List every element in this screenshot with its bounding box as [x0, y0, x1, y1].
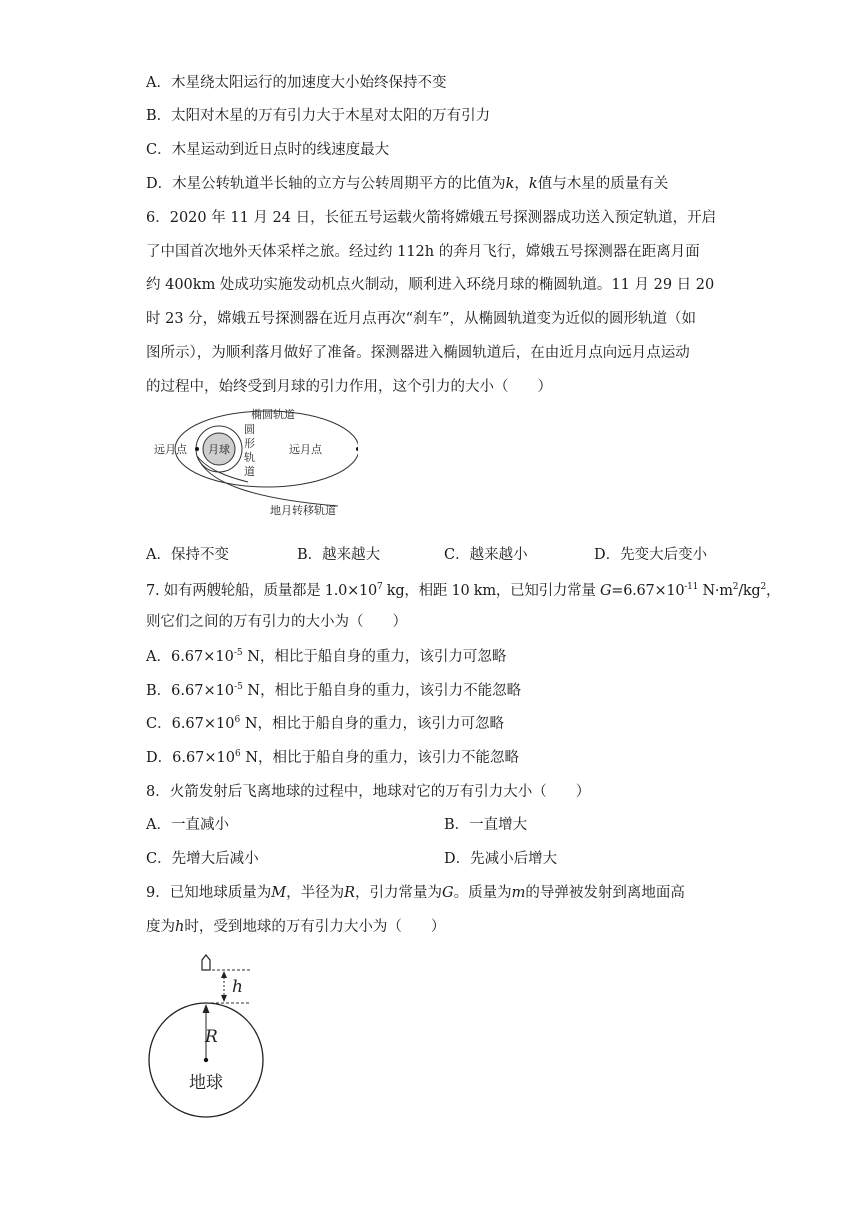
far-point-label: 远月点 — [289, 443, 322, 456]
earth-center — [204, 1058, 208, 1062]
near-point-dot — [195, 447, 199, 451]
q8-option-c[interactable]: C．先增大后减小 — [146, 851, 259, 867]
transfer-orbit-label: 地月转移轨道 — [270, 504, 336, 517]
h-arrow-down-head — [221, 995, 227, 1002]
q8-stem: 8．火箭发射后飞离地球的过程中，地球对它的万有引力大小（ ） — [146, 784, 591, 800]
exponent: 7 — [376, 582, 383, 592]
q5-option-c[interactable]: C．木星运动到近日点时的线速度最大 — [146, 142, 390, 158]
exponent: 6 — [235, 749, 241, 759]
q7-stem-line — [146, 581, 780, 601]
q8-option-b[interactable]: B．一直增大 — [444, 817, 528, 833]
q7-option-b[interactable] — [146, 681, 521, 701]
q7-stem-line: 则它们之间的万有引力的大小为（ ） — [146, 614, 407, 630]
q9-stem-line — [146, 917, 445, 937]
var-k: k — [505, 176, 515, 192]
q8-option-d[interactable]: D．先减小后增大 — [444, 851, 558, 867]
radius-arrow-head — [203, 1004, 210, 1013]
q9-text: 的导弹被发射到离地面高 — [525, 885, 685, 901]
var-m-mass: M — [271, 885, 287, 901]
far-point-dot — [356, 447, 358, 451]
q6-stem-line: 6．2020 年 11 月 24 日，长征五号运载火箭将嫦娥五号探测器成功送入预定轨道，开启 — [146, 210, 717, 226]
q7-text: 7. 如有两艘轮船，质量都是 1.0×10 — [146, 583, 377, 599]
q6-option-c[interactable]: C．越来越小 — [444, 547, 528, 563]
q6-stem-line: 了中国首次地外天体采样之旅。经过约 112h 的奔月飞行，嫦娥五号探测器在距离月面 — [146, 244, 700, 260]
circle-orbit-label-char: 形 — [244, 437, 255, 450]
q5-option-b[interactable]: B．太阳对木星的万有引力大于木星对太阳的万有引力 — [146, 108, 491, 124]
q9-text: ，半径为 — [286, 885, 345, 901]
q5-option-d[interactable] — [146, 174, 668, 194]
var-h: h — [175, 919, 185, 935]
near-point-label: 远月点 — [154, 443, 187, 456]
elliptical-orbit — [175, 411, 358, 487]
q9-text: 时，受到地球的万有引力大小为（ ） — [184, 919, 446, 935]
h-label: h — [232, 977, 243, 997]
option-text: A．6.67×10 — [146, 649, 234, 665]
q6-stem-line: 图所示），为顺利落月做好了准备。探测器进入椭圆轨道后，在由近月点向远月点运动 — [146, 345, 690, 361]
q6-option-b[interactable]: B．越来越大 — [297, 547, 381, 563]
exponent: -5 — [234, 682, 243, 692]
option-text: D．6.67×10 — [146, 750, 236, 766]
circle-orbit-label-char: 轨 — [244, 451, 255, 464]
circle-orbit-label-char: 圆 — [244, 423, 255, 436]
option-text: N，相比于船自身的重力，该引力可忽略 — [240, 716, 505, 732]
q9-text: 度为 — [146, 919, 175, 935]
q7-option-d[interactable] — [146, 748, 519, 768]
var-r: R — [344, 885, 356, 901]
var-g: G — [442, 885, 454, 901]
ellipse-orbit-label: 椭圆轨道 — [251, 408, 295, 421]
exponent: 2 — [732, 582, 739, 592]
q9-text: 9．已知地球质量为 — [146, 885, 272, 901]
earth-missile-diagram — [140, 950, 275, 1120]
q6-option-d[interactable]: D．先变大后变小 — [594, 547, 708, 563]
exponent: -11 — [684, 582, 699, 592]
q6-stem-line: 的过程中，始终受到月球的引力作用，这个引力的大小（ ） — [146, 379, 552, 395]
q7-text: ， — [765, 583, 781, 599]
exponent: 6 — [234, 715, 241, 725]
q9-text: 。质量为 — [453, 885, 512, 901]
q9-stem-line — [146, 883, 685, 903]
q7-text: kg，相距 10 km，已知引力常量 — [382, 583, 600, 599]
q5-option-d-sep: ， — [514, 176, 529, 192]
h-arrow-up-head — [221, 971, 227, 978]
option-text: N，相比于船自身的重力，该引力可忽略 — [242, 649, 507, 665]
q6-option-a[interactable]: A．保持不变 — [146, 547, 229, 563]
option-text: N，相比于船自身的重力，该引力不能忽略 — [242, 683, 522, 699]
missile-icon — [202, 955, 210, 970]
option-text: C．6.67×10 — [146, 716, 235, 732]
var-g: G — [599, 583, 612, 599]
q7-text: N·m — [698, 583, 733, 599]
q5-option-d-tail: 值与木星的质量有关 — [537, 176, 669, 192]
exponent: -5 — [233, 648, 243, 658]
lunar-orbit-diagram — [148, 402, 358, 522]
q7-text: =6.67×10 — [611, 583, 685, 599]
q5-option-a[interactable]: A．木星绕太阳运行的加速度大小始终保持不变 — [146, 75, 447, 91]
q6-stem-line: 时 23 分，嫦娥五号探测器在近月点再次“刹车”，从椭圆轨道变为近似的圆形轨道（如 — [146, 311, 696, 327]
q9-text: ，引力常量为 — [355, 885, 443, 901]
q8-option-a[interactable]: A．一直减小 — [146, 817, 229, 833]
moon-label: 月球 — [208, 443, 230, 456]
option-text: N，相比于船自身的重力，该引力不能忽略 — [240, 750, 520, 766]
q7-text: /kg — [738, 583, 761, 599]
earth-label: 地球 — [189, 1073, 223, 1093]
q7-option-c[interactable] — [146, 714, 504, 734]
option-text: B．6.67×10 — [146, 683, 235, 699]
var-m: m — [511, 885, 526, 901]
circle-orbit-label-char: 道 — [244, 465, 255, 478]
var-k: k — [528, 176, 538, 192]
q7-option-a[interactable] — [146, 647, 506, 667]
r-label: R — [205, 1027, 218, 1047]
q5-option-d-text: D．木星公转轨道半长轴的立方与公转周期平方的比值为 — [146, 176, 506, 192]
q6-stem-line: 约 400km 处成功实施发动机点火制动，顺利进入环绕月球的椭圆轨道。11 月 29 日 20 — [146, 277, 715, 293]
exponent: 2 — [760, 582, 766, 592]
